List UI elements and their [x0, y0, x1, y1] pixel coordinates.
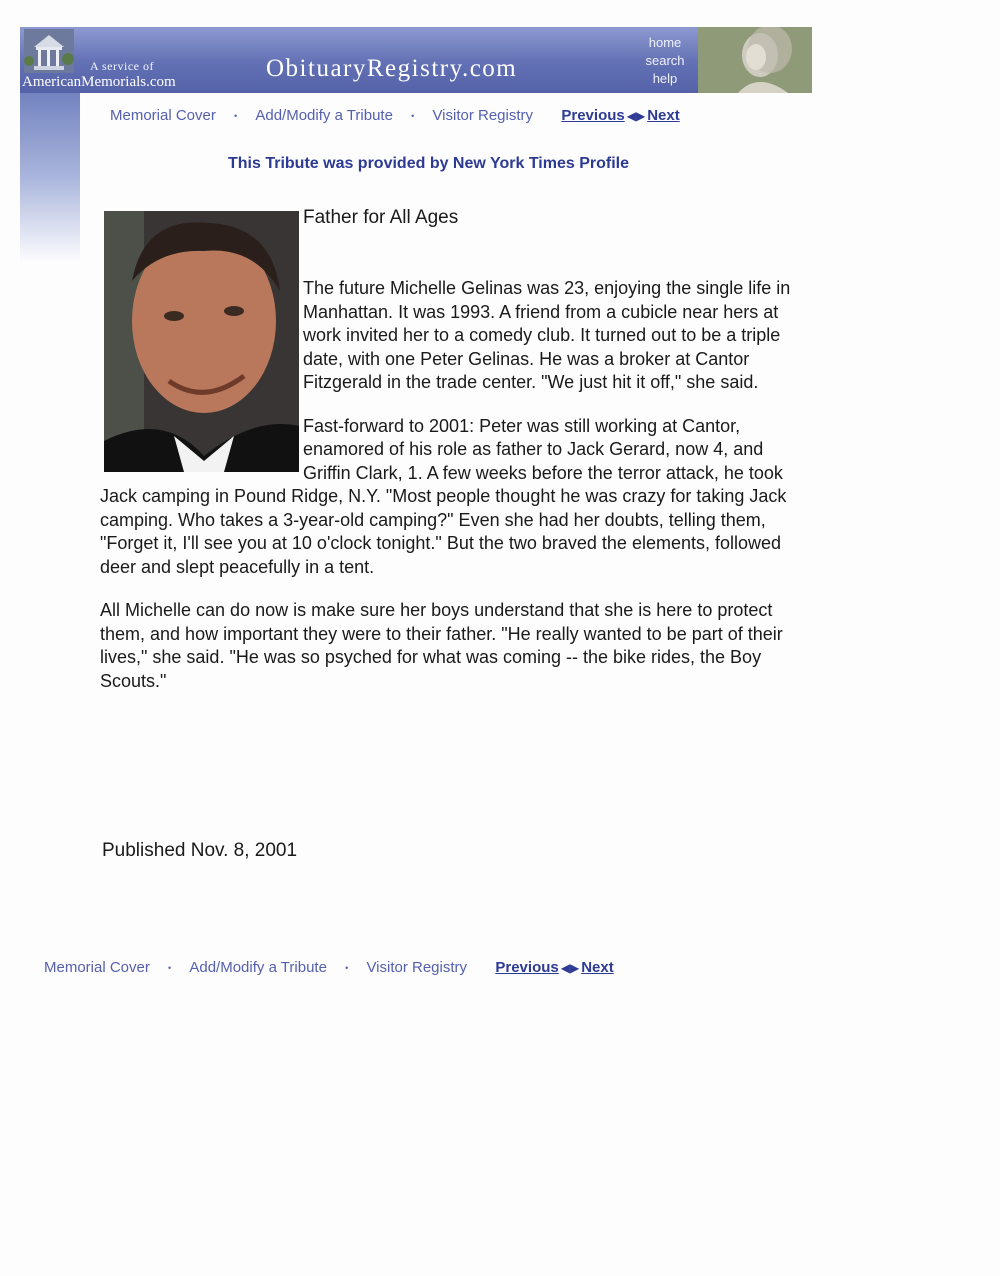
next-link[interactable]: Next	[647, 107, 680, 124]
add-modify-tribute-link[interactable]: Add/Modify a Tribute	[189, 959, 327, 976]
search-link[interactable]: search	[645, 53, 685, 68]
angel-statue-image	[698, 27, 812, 93]
home-link[interactable]: home	[648, 35, 682, 50]
next-link[interactable]: Next	[581, 959, 614, 976]
site-banner	[20, 27, 812, 93]
help-link[interactable]: help	[652, 71, 678, 86]
service-of-text: A service of	[90, 59, 154, 73]
article-paragraph: Fast-forward to 2001: Peter was still working at Cantor, enamored of his role as father to Jack Gerard, now 4, and Griffin Clark, 1. A few weeks before the terror attack, he took Jack camping in Pound Ridge, N.Y. "Most people thought he was crazy for taking Jack camping. Who takes a 3-year-old camping?" Even she had her doubts, telling them, "Forget it, I'll see you at 10 o'clock tonight." But the two braved the elements, followed deer and slept peacefully in a tent.	[100, 415, 787, 577]
bottom-navigation	[44, 959, 614, 976]
memorial-cover-link[interactable]: Memorial Cover	[44, 959, 150, 976]
article-paragraph: The future Michelle Gelinas was 23, enjoying the single life in Manhattan. It was 1993. A friend from a cubicle near hers at work invited her to a comedy club. It turned out to be a triple date, with one Peter Gelinas. He was a broker at Cantor Fitzgerald in the trade center. "We just hit it off," she said.	[303, 278, 791, 392]
article-body	[100, 277, 805, 713]
memorial-cover-link[interactable]: Memorial Cover	[110, 107, 216, 124]
previous-link[interactable]: Previous	[561, 107, 625, 124]
tribute-source-text: This Tribute was provided by New York Times Profile	[228, 155, 629, 172]
banner-side-fade	[20, 93, 80, 263]
american-memorials-link[interactable]: AmericanMemorials.com	[22, 74, 176, 90]
add-modify-tribute-link[interactable]: Add/Modify a Tribute	[255, 107, 393, 124]
obituary-registry-logo[interactable]: ObituaryRegistry.com	[266, 55, 518, 82]
top-navigation	[110, 107, 680, 124]
previous-link[interactable]: Previous	[495, 959, 559, 976]
nav-bullet: •	[168, 963, 172, 974]
banner-links	[640, 34, 690, 88]
published-date: Published Nov. 8, 2001	[102, 840, 298, 861]
nav-bullet: •	[234, 111, 238, 122]
prev-next-arrows-icon: ◀▶	[560, 961, 580, 975]
gazebo-logo-icon	[24, 29, 74, 73]
nav-bullet: •	[411, 111, 415, 122]
nav-bullet: •	[345, 963, 349, 974]
visitor-registry-link[interactable]: Visitor Registry	[432, 107, 534, 124]
article-title: Father for All Ages	[303, 207, 459, 228]
article-paragraph: All Michelle can do now is make sure her boys understand that she is here to protect them, and how important they were to their father. "He really wanted to be part of their lives," she said. "He was so psyched for what was coming -- the bike rides, the Boy Scouts."	[100, 600, 783, 691]
prev-next-arrows-icon: ◀▶	[626, 109, 646, 123]
visitor-registry-link[interactable]: Visitor Registry	[366, 959, 468, 976]
